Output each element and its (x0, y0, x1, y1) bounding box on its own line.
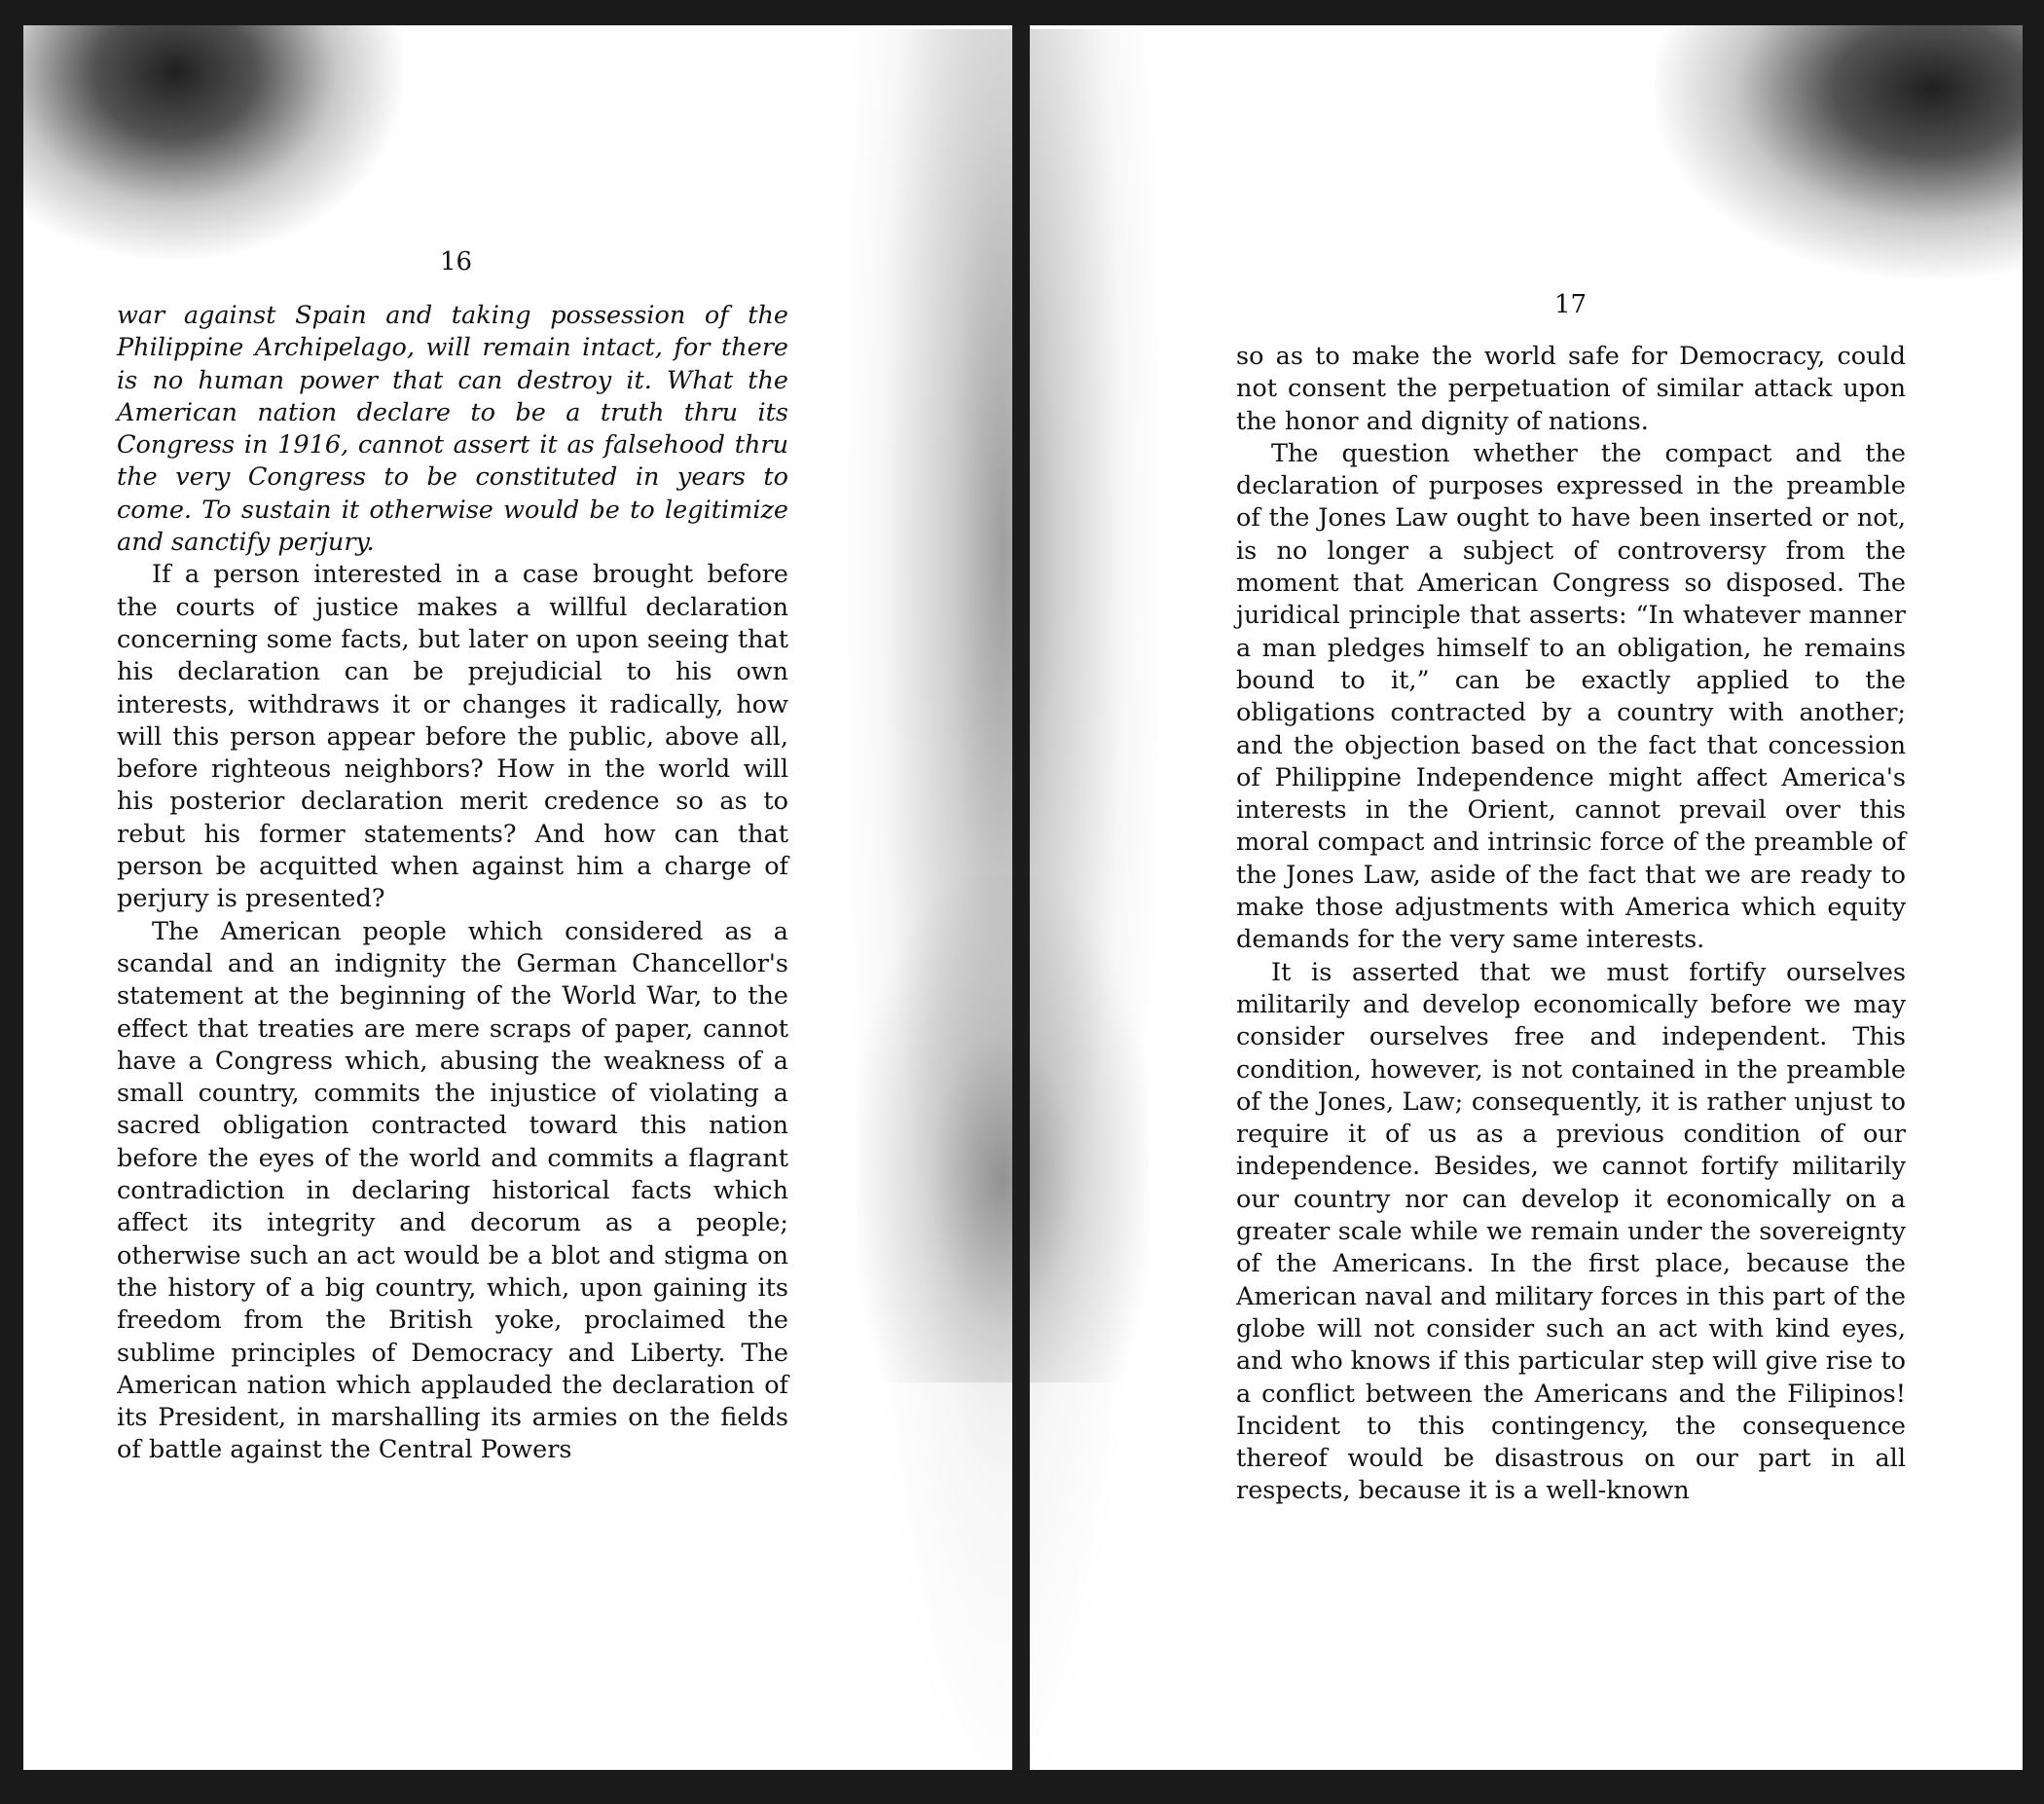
water-stain-left (23, 25, 403, 259)
water-stain-right (1655, 25, 2025, 278)
scan-border-right (2023, 0, 2044, 1804)
page-number-right: 17 (1554, 290, 1588, 319)
gutter-shadow-lower (857, 876, 1149, 1382)
right-page-text (1236, 341, 1906, 1508)
paragraph: so as to make the world safe for Democracy, could not consent the perpetuation of similar attack upon the honor and dignity of nations. (1236, 342, 1906, 436)
paragraph: The American people which considered as a scandal and an indignity the German Chancellor's statement at the beginning of the World War, to the effect that treaties are mere scraps of paper, cannot have a Congress which, abusing the weakness of a small country, commits the injustice of violating a sacred obligation contracted toward this nation before the eyes of the world and commits a flagrant contradiction in declaring historical facts which affect its integrity and decorum as a people; otherwise such an act would be a blot and stigma on the history of a big country, which, upon gaining its freedom from the British yoke, proclaimed the sublime principles of Democracy and Liberty. The American nation which applauded the declaration of its President, in marshalling its armies on the fields of battle against the Central Powers (117, 916, 788, 1465)
scan-border-bottom (0, 1770, 2044, 1804)
scan-border-top (0, 0, 2044, 25)
left-page-text (117, 300, 788, 1467)
scan-border-left (0, 0, 23, 1804)
paragraph: It is asserted that we must fortify ourselves militarily and develop economically before we may consider ourselves free and independent. This condition, however, is not contained in the preamble of the Jones, Law; consequently, it is rather unjust to require it of us as a previous condition of our independence. Besides, we cannot fortify militarily our country nor can develop it economically on a greater scale while we remain under the sovereignty of the Americans. In the first place, because the American naval and military forces in this part of the globe will not consider such an act with kind eyes, and who knows if this particular step will give rise to a conflict between the Americans and the Filipinos! Incident to this contingency, the consequence thereof would be disastrous on our part in all respects, because it is a well-known (1236, 957, 1906, 1506)
paragraph: war against Spain and taking possession of the Philippine Archipelago, will remain intact, for there is no human power that can destroy it. What the American nation declare to be a truth thru its Congress in 1916, cannot assert it as falsehood thru the very Congress to be constituted in years to come. To sustain it otherwise would be to legitimize and sanctify perjury. (117, 301, 788, 558)
paragraph: The question whether the compact and the declaration of purposes expressed in the preamble of the Jones Law ought to have been inserted or not, is no longer a subject of controversy from the moment that American Congress so disposed. The juridical principle that asserts: “In whatever manner a man pledges himself to an obligation, he remains bound to it,” can be exactly applied to the obligations contracted by a country with another; and the objection based on the fact that concession of Philippine Independence might affect America's interests in the Orient, cannot prevail over this moral compact and intrinsic force of the preamble of the Jones Law, aside of the fact that we are ready to make those adjustments with America which equity demands for the very same interests. (1236, 438, 1906, 955)
book-spine (1012, 25, 1030, 1770)
paragraph: If a person interested in a case brought before the courts of justice makes a willful declaration concerning some facts, but later on upon seeing that his declaration can be prejudicial to his own interests, withdraws it or changes it radically, how will this person appear before the public, above all, before righteous neighbors? How in the world will his posterior declaration merit credence so as to rebut his former statements? And how can that person be acquitted when against him a charge of perjury is presented? (117, 560, 788, 914)
page-number-left: 16 (440, 247, 473, 276)
